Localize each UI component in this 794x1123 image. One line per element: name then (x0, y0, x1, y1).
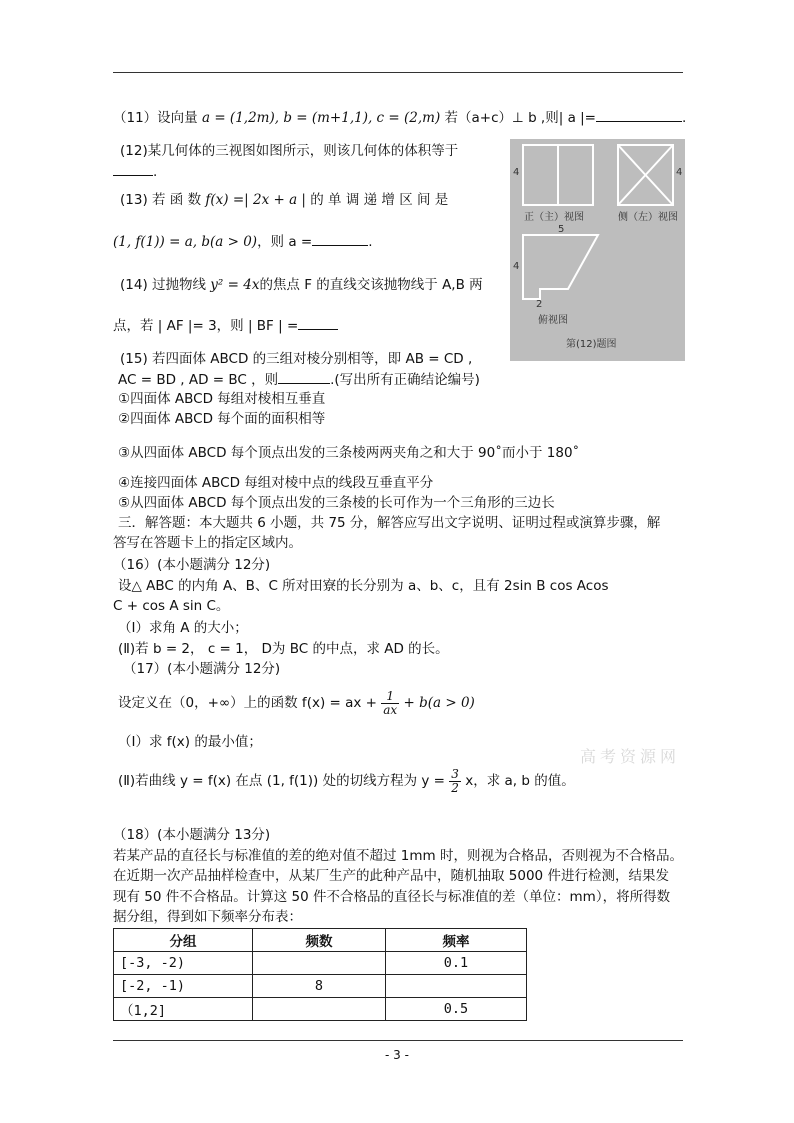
q17-frac-num: 1 (381, 690, 399, 704)
section3-line2: 答写在答题卡上的指定区域内。 (113, 535, 302, 551)
figure-dim-4b: 4 (676, 167, 683, 178)
q17-p2 (118, 766, 575, 796)
q13-line1a: (13) 若 函 数 (120, 192, 206, 208)
q17-p2-num: 3 (451, 766, 459, 781)
q17-p1: （Ⅰ）求 f(x) 的最小值； (118, 734, 262, 750)
q14-line1a: (14) 过抛物线 (120, 277, 211, 293)
q17-p2-den: 2 (451, 780, 459, 795)
table-header: 频率 (386, 929, 527, 952)
q15-opt-1: ①四面体 ABCD 每组对棱相互垂直 (118, 391, 326, 407)
table-cell: 0.1 (386, 952, 527, 975)
section3-line1: 三．解答题：本大题共 6 小题，共 75 分，解答应写出文字说明、证明过程或演算步骤，解 (118, 515, 661, 531)
q16-l1: 设△ ABC 的内角 A、B、C 所对田寮的长分别为 a、b、c，且有 2sin B cos Acos (118, 578, 609, 594)
q11 (113, 108, 686, 127)
q15-opt-3: ③从四面体 ABCD 每个顶点出发的三条棱两两夹角之和大于 90˚而小于 180˚ (118, 445, 580, 461)
q15-opt-2: ②四面体 ABCD 每个面的面积相等 (118, 411, 326, 427)
q11-prefix: （11）设向量 (113, 110, 198, 126)
table-cell: [-3, -2) (114, 952, 253, 975)
q17-p2a: (Ⅱ)若曲线 y = f(x) 在点 (1, f(1)) 处的切线方程为 y = (118, 773, 445, 789)
table-cell: 8 (253, 975, 386, 998)
q17-p2-fraction (449, 768, 461, 795)
table-cell: 0.5 (386, 998, 527, 1021)
q17-l1a: 设定义在（0，+∞）上的函数 f(x) = ax + (118, 695, 377, 711)
q18-l4: 据分组，得到如下频率分布表： (113, 909, 302, 925)
q14-blank (298, 316, 338, 330)
q15-blank (278, 370, 330, 384)
q11-cond: 若（a+c）⊥ b ,则| a |= (444, 110, 596, 126)
q15-line2 (118, 370, 480, 389)
table-row (114, 975, 527, 998)
three-view-diagram (510, 139, 685, 361)
table-header: 频数 (253, 929, 386, 952)
q12-blank (113, 162, 153, 176)
q18-l2: 在近期一次产品抽样检查中，从某厂生产的此种产品中，随机抽取 5000 件进行检测，结果发 (113, 868, 669, 884)
q13-line1b: 的 单 调 递 增 区 间 是 (310, 192, 449, 208)
q11-end: . (682, 110, 687, 126)
q14-parab: y² = 4x (210, 277, 260, 293)
q12-end: . (153, 164, 158, 180)
figure-dim-4c: 4 (513, 261, 520, 272)
q14-line2a: 点，若 | AF |= 3，则 | BF | = (113, 318, 299, 334)
header-rule (113, 72, 683, 73)
q13-line2a: (1, f(1)) = a, b(a > 0) (113, 234, 258, 250)
q14-line2 (113, 316, 338, 335)
q16-p1: （Ⅰ）求角 A 的大小； (118, 620, 248, 636)
q16-head: （16）(本小题满分 12分) (113, 557, 271, 573)
q12-line2 (113, 162, 157, 181)
q12-line1: (12)某几何体的三视图如图所示，则该几何体的体积等于 (120, 143, 459, 159)
watermark: 高考资源网 (580, 747, 681, 766)
q13-blank (312, 232, 368, 246)
q17-fraction (381, 690, 399, 717)
q13-line1 (120, 191, 448, 209)
figure-dim-4a: 4 (513, 167, 520, 178)
table-cell (253, 952, 386, 975)
q15-line1: (15) 若四面体 ABCD 的三组对棱分别相等，即 AB = CD , (120, 351, 473, 367)
q18-head: （18）(本小题满分 13分) (113, 827, 271, 843)
table-cell: [-2, -1) (114, 975, 253, 998)
q11-blank (596, 108, 682, 122)
figure-top-label: 俯视图 (538, 315, 568, 326)
figure-side-label: 侧（左）视图 (618, 212, 678, 223)
table-header-row (114, 929, 527, 952)
table-cell (253, 998, 386, 1021)
q13-line2b: ，则 a = (257, 234, 313, 250)
q14-line1b: 的焦点 F 的直线交该抛物线于 A,B 两 (259, 277, 483, 293)
table-row (114, 998, 527, 1021)
q17-l1 (118, 688, 475, 718)
q11-expr: a = (1,2m), b = (m+1,1), c = (2,m) (201, 110, 441, 126)
page-number: - 3 - (385, 1048, 409, 1062)
q17-l1b: + b(a > 0) (403, 695, 475, 711)
table-cell: （1,2] (114, 998, 253, 1021)
table-header: 分组 (114, 929, 253, 952)
footer-rule (113, 1040, 683, 1041)
q15-opt-4: ④连接四面体 ABCD 每组对棱中点的线段互垂直平分 (118, 475, 434, 491)
q13-end: . (368, 234, 373, 250)
figure-caption: 第(12)题图 (566, 339, 617, 350)
q17-p2b: x，求 a, b 的值。 (465, 773, 575, 789)
q18-l3: 现有 50 件不合格品。计算这 50 件不合格品的直径长与标准值的差（单位：mm），将所得数 (113, 889, 671, 905)
figure-dim-5: 5 (558, 224, 565, 235)
q15-opt-5: ⑤从四面体 ABCD 每个顶点出发的三条棱的长可作为一个三角形的三边长 (118, 495, 555, 511)
figure-dim-2: 2 (536, 299, 543, 310)
three-view-figure (510, 139, 685, 361)
q14-line1 (120, 276, 483, 294)
q18-l1: 若某产品的直径长与标准值的差的绝对值不超过 1mm 时，则视为合格品，否则视为不合格品。 (113, 848, 683, 864)
q15-line2b: .(写出所有正确结论编号) (330, 372, 480, 388)
q16-p2: (Ⅱ)若 b = 2， c = 1， D为 BC 的中点，求 AD 的长。 (118, 641, 449, 657)
q17-frac-den: ax (383, 702, 398, 717)
figure-front-label: 正（主）视图 (524, 212, 584, 223)
q17-head: （17）(本小题满分 12分) (123, 661, 281, 677)
q13-line2 (113, 232, 373, 251)
table-row (114, 952, 527, 975)
q13-func: f(x) =| 2x + a | (205, 192, 306, 208)
q16-l2: C + cos A sin C。 (113, 598, 230, 614)
frequency-table (113, 928, 527, 1021)
q15-line2a: AC = BD , AD = BC ，则 (118, 372, 279, 388)
table-cell (386, 975, 527, 998)
